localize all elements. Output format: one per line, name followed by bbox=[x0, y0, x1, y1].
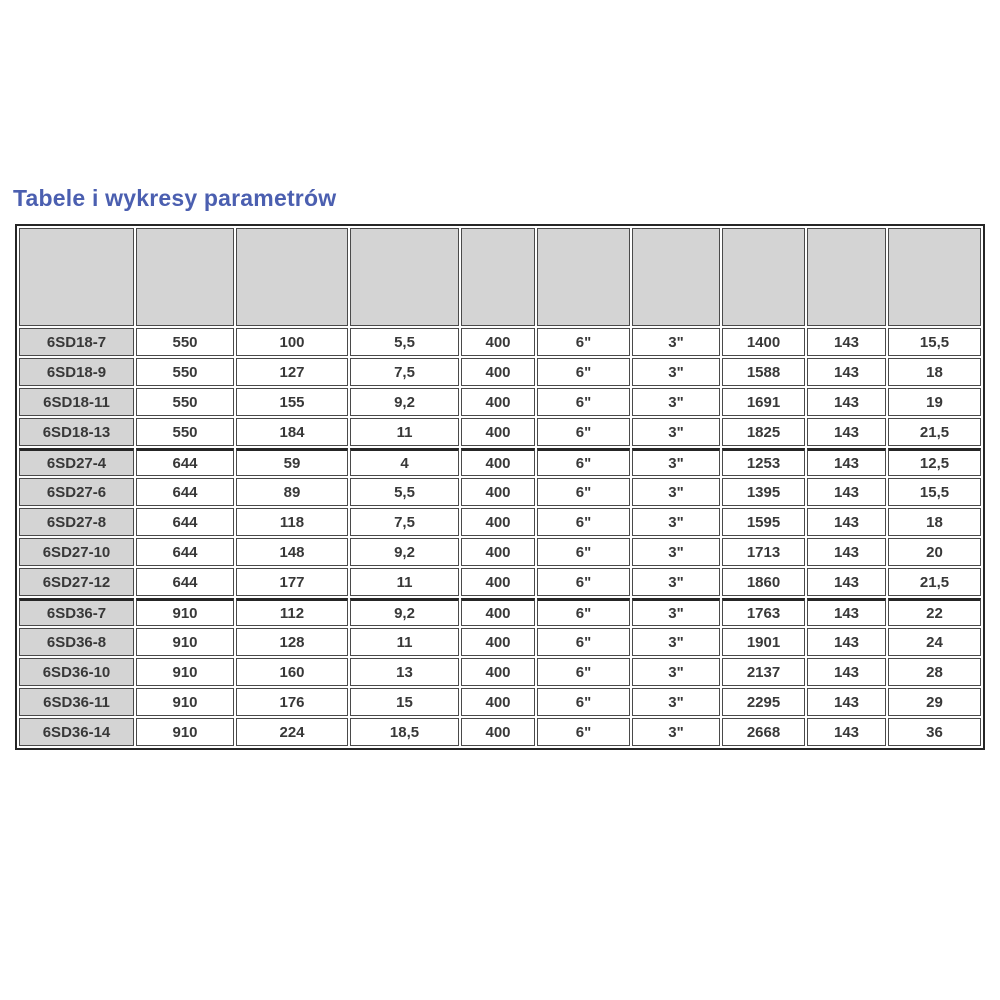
model-cell: 6SD36-7 bbox=[19, 598, 134, 626]
value-cell: 9,2 bbox=[350, 388, 459, 416]
table-row bbox=[19, 478, 981, 506]
value-cell: 6" bbox=[537, 568, 630, 596]
value-cell: 118 bbox=[236, 508, 348, 536]
value-cell: 644 bbox=[136, 568, 234, 596]
value-cell: 400 bbox=[461, 328, 535, 356]
value-cell: 1400 bbox=[722, 328, 805, 356]
value-cell: 400 bbox=[461, 568, 535, 596]
value-cell: 100 bbox=[236, 328, 348, 356]
column-header-content bbox=[723, 229, 804, 325]
column-header-u-voltage bbox=[461, 228, 535, 326]
value-cell: 5,5 bbox=[350, 328, 459, 356]
value-cell: 12,5 bbox=[888, 448, 981, 476]
header-row bbox=[19, 228, 981, 326]
table-row bbox=[19, 568, 981, 596]
column-header-hmax-head bbox=[236, 228, 348, 326]
value-cell: 143 bbox=[807, 538, 886, 566]
value-cell: 3" bbox=[632, 658, 720, 686]
value-cell: 177 bbox=[236, 568, 348, 596]
value-cell: 3" bbox=[632, 478, 720, 506]
value-cell: 910 bbox=[136, 598, 234, 626]
value-cell: 400 bbox=[461, 478, 535, 506]
value-cell: 6" bbox=[537, 598, 630, 626]
value-cell: 6" bbox=[537, 688, 630, 716]
value-cell: 9,2 bbox=[350, 598, 459, 626]
column-header-content bbox=[538, 229, 629, 325]
value-cell: 400 bbox=[461, 418, 535, 446]
value-cell: 644 bbox=[136, 538, 234, 566]
column-header-content bbox=[808, 229, 885, 325]
value-cell: 6" bbox=[537, 448, 630, 476]
value-cell: 3" bbox=[632, 448, 720, 476]
model-cell: 6SD18-13 bbox=[19, 418, 134, 446]
value-cell: 550 bbox=[136, 358, 234, 386]
value-cell: 143 bbox=[807, 598, 886, 626]
value-cell: 29 bbox=[888, 688, 981, 716]
value-cell: 89 bbox=[236, 478, 348, 506]
value-cell: 143 bbox=[807, 388, 886, 416]
table-row bbox=[19, 388, 981, 416]
value-cell: 400 bbox=[461, 598, 535, 626]
column-header-p-power bbox=[350, 228, 459, 326]
value-cell: 3" bbox=[632, 628, 720, 656]
value-cell: 6" bbox=[537, 478, 630, 506]
value-cell: 184 bbox=[236, 418, 348, 446]
table-row bbox=[19, 358, 981, 386]
value-cell: 1763 bbox=[722, 598, 805, 626]
value-cell: 6" bbox=[537, 508, 630, 536]
pump-parameters-table bbox=[15, 224, 985, 750]
model-group-1 bbox=[19, 328, 981, 446]
value-cell: 1825 bbox=[722, 418, 805, 446]
value-cell: 21,5 bbox=[888, 568, 981, 596]
value-cell: 7,5 bbox=[350, 508, 459, 536]
value-cell: 2295 bbox=[722, 688, 805, 716]
value-cell: 36 bbox=[888, 718, 981, 746]
value-cell: 910 bbox=[136, 628, 234, 656]
column-header-pump-height bbox=[722, 228, 805, 326]
column-header-content bbox=[889, 229, 980, 325]
column-header-content bbox=[237, 229, 347, 325]
column-header-content bbox=[351, 229, 458, 325]
value-cell: 24 bbox=[888, 628, 981, 656]
page-title: Tabele i wykresy parametrów bbox=[13, 185, 337, 211]
value-cell: 3" bbox=[632, 718, 720, 746]
value-cell: 3" bbox=[632, 328, 720, 356]
table-row bbox=[19, 508, 981, 536]
value-cell: 148 bbox=[236, 538, 348, 566]
model-group-3 bbox=[19, 598, 981, 746]
value-cell: 1395 bbox=[722, 478, 805, 506]
value-cell: 6" bbox=[537, 388, 630, 416]
value-cell: 143 bbox=[807, 358, 886, 386]
model-cell: 6SD36-8 bbox=[19, 628, 134, 656]
value-cell: 644 bbox=[136, 448, 234, 476]
value-cell: 1901 bbox=[722, 628, 805, 656]
value-cell: 2668 bbox=[722, 718, 805, 746]
value-cell: 4 bbox=[350, 448, 459, 476]
model-cell: 6SD27-12 bbox=[19, 568, 134, 596]
model-cell: 6SD27-10 bbox=[19, 538, 134, 566]
column-header-content bbox=[462, 229, 534, 325]
model-cell: 6SD36-14 bbox=[19, 718, 134, 746]
table-row bbox=[19, 658, 981, 686]
value-cell: 127 bbox=[236, 358, 348, 386]
value-cell: 11 bbox=[350, 568, 459, 596]
value-cell: 176 bbox=[236, 688, 348, 716]
value-cell: 15,5 bbox=[888, 328, 981, 356]
value-cell: 400 bbox=[461, 628, 535, 656]
column-header-content bbox=[20, 229, 133, 325]
value-cell: 15 bbox=[350, 688, 459, 716]
value-cell: 143 bbox=[807, 508, 886, 536]
table-row bbox=[19, 688, 981, 716]
value-cell: 3" bbox=[632, 688, 720, 716]
value-cell: 155 bbox=[236, 388, 348, 416]
column-header-motor-diameter bbox=[537, 228, 630, 326]
value-cell: 21,5 bbox=[888, 418, 981, 446]
model-cell: 6SD27-8 bbox=[19, 508, 134, 536]
table-row bbox=[19, 328, 981, 356]
value-cell: 22 bbox=[888, 598, 981, 626]
model-group-2 bbox=[19, 448, 981, 596]
value-cell: 400 bbox=[461, 508, 535, 536]
model-cell: 6SD18-11 bbox=[19, 388, 134, 416]
value-cell: 18 bbox=[888, 508, 981, 536]
model-cell: 6SD36-10 bbox=[19, 658, 134, 686]
table-row bbox=[19, 718, 981, 746]
table-header bbox=[19, 228, 981, 326]
column-header-model bbox=[19, 228, 134, 326]
value-cell: 1713 bbox=[722, 538, 805, 566]
value-cell: 910 bbox=[136, 688, 234, 716]
value-cell: 400 bbox=[461, 358, 535, 386]
value-cell: 143 bbox=[807, 418, 886, 446]
value-cell: 128 bbox=[236, 628, 348, 656]
value-cell: 2137 bbox=[722, 658, 805, 686]
value-cell: 6" bbox=[537, 538, 630, 566]
value-cell: 18,5 bbox=[350, 718, 459, 746]
value-cell: 3" bbox=[632, 418, 720, 446]
value-cell: 400 bbox=[461, 688, 535, 716]
value-cell: 28 bbox=[888, 658, 981, 686]
column-header-rp-outlet bbox=[632, 228, 720, 326]
value-cell: 400 bbox=[461, 388, 535, 416]
value-cell: 143 bbox=[807, 718, 886, 746]
value-cell: 6" bbox=[537, 718, 630, 746]
column-header-q-flow bbox=[136, 228, 234, 326]
table-row bbox=[19, 418, 981, 446]
value-cell: 644 bbox=[136, 478, 234, 506]
value-cell: 910 bbox=[136, 658, 234, 686]
value-cell: 143 bbox=[807, 658, 886, 686]
value-cell: 550 bbox=[136, 388, 234, 416]
value-cell: 6" bbox=[537, 658, 630, 686]
value-cell: 9,2 bbox=[350, 538, 459, 566]
value-cell: 644 bbox=[136, 508, 234, 536]
value-cell: 6" bbox=[537, 328, 630, 356]
value-cell: 400 bbox=[461, 448, 535, 476]
value-cell: 112 bbox=[236, 598, 348, 626]
value-cell: 7,5 bbox=[350, 358, 459, 386]
model-cell: 6SD27-6 bbox=[19, 478, 134, 506]
model-cell: 6SD36-11 bbox=[19, 688, 134, 716]
model-cell: 6SD18-7 bbox=[19, 328, 134, 356]
table-row bbox=[19, 538, 981, 566]
table-row bbox=[19, 598, 981, 626]
value-cell: 143 bbox=[807, 448, 886, 476]
value-cell: 1588 bbox=[722, 358, 805, 386]
value-cell: 1595 bbox=[722, 508, 805, 536]
value-cell: 6" bbox=[537, 418, 630, 446]
value-cell: 1860 bbox=[722, 568, 805, 596]
value-cell: 1691 bbox=[722, 388, 805, 416]
value-cell: 3" bbox=[632, 598, 720, 626]
value-cell: 59 bbox=[236, 448, 348, 476]
value-cell: 13 bbox=[350, 658, 459, 686]
value-cell: 910 bbox=[136, 718, 234, 746]
value-cell: 20 bbox=[888, 538, 981, 566]
value-cell: 224 bbox=[236, 718, 348, 746]
value-cell: 400 bbox=[461, 538, 535, 566]
column-header-pump-weight bbox=[888, 228, 981, 326]
value-cell: 143 bbox=[807, 628, 886, 656]
value-cell: 18 bbox=[888, 358, 981, 386]
column-header-content bbox=[633, 229, 719, 325]
value-cell: 11 bbox=[350, 628, 459, 656]
value-cell: 3" bbox=[632, 388, 720, 416]
table-row bbox=[19, 448, 981, 476]
column-header-content bbox=[137, 229, 233, 325]
value-cell: 550 bbox=[136, 418, 234, 446]
value-cell: 160 bbox=[236, 658, 348, 686]
value-cell: 11 bbox=[350, 418, 459, 446]
value-cell: 19 bbox=[888, 388, 981, 416]
value-cell: 6" bbox=[537, 628, 630, 656]
value-cell: 3" bbox=[632, 538, 720, 566]
value-cell: 400 bbox=[461, 718, 535, 746]
value-cell: 143 bbox=[807, 568, 886, 596]
value-cell: 143 bbox=[807, 688, 886, 716]
value-cell: 3" bbox=[632, 568, 720, 596]
value-cell: 143 bbox=[807, 478, 886, 506]
value-cell: 15,5 bbox=[888, 478, 981, 506]
value-cell: 1253 bbox=[722, 448, 805, 476]
column-header-pump-diameter bbox=[807, 228, 886, 326]
value-cell: 400 bbox=[461, 658, 535, 686]
value-cell: 3" bbox=[632, 358, 720, 386]
value-cell: 550 bbox=[136, 328, 234, 356]
value-cell: 5,5 bbox=[350, 478, 459, 506]
model-cell: 6SD27-4 bbox=[19, 448, 134, 476]
value-cell: 3" bbox=[632, 508, 720, 536]
table-row bbox=[19, 628, 981, 656]
value-cell: 143 bbox=[807, 328, 886, 356]
model-cell: 6SD18-9 bbox=[19, 358, 134, 386]
value-cell: 6" bbox=[537, 358, 630, 386]
